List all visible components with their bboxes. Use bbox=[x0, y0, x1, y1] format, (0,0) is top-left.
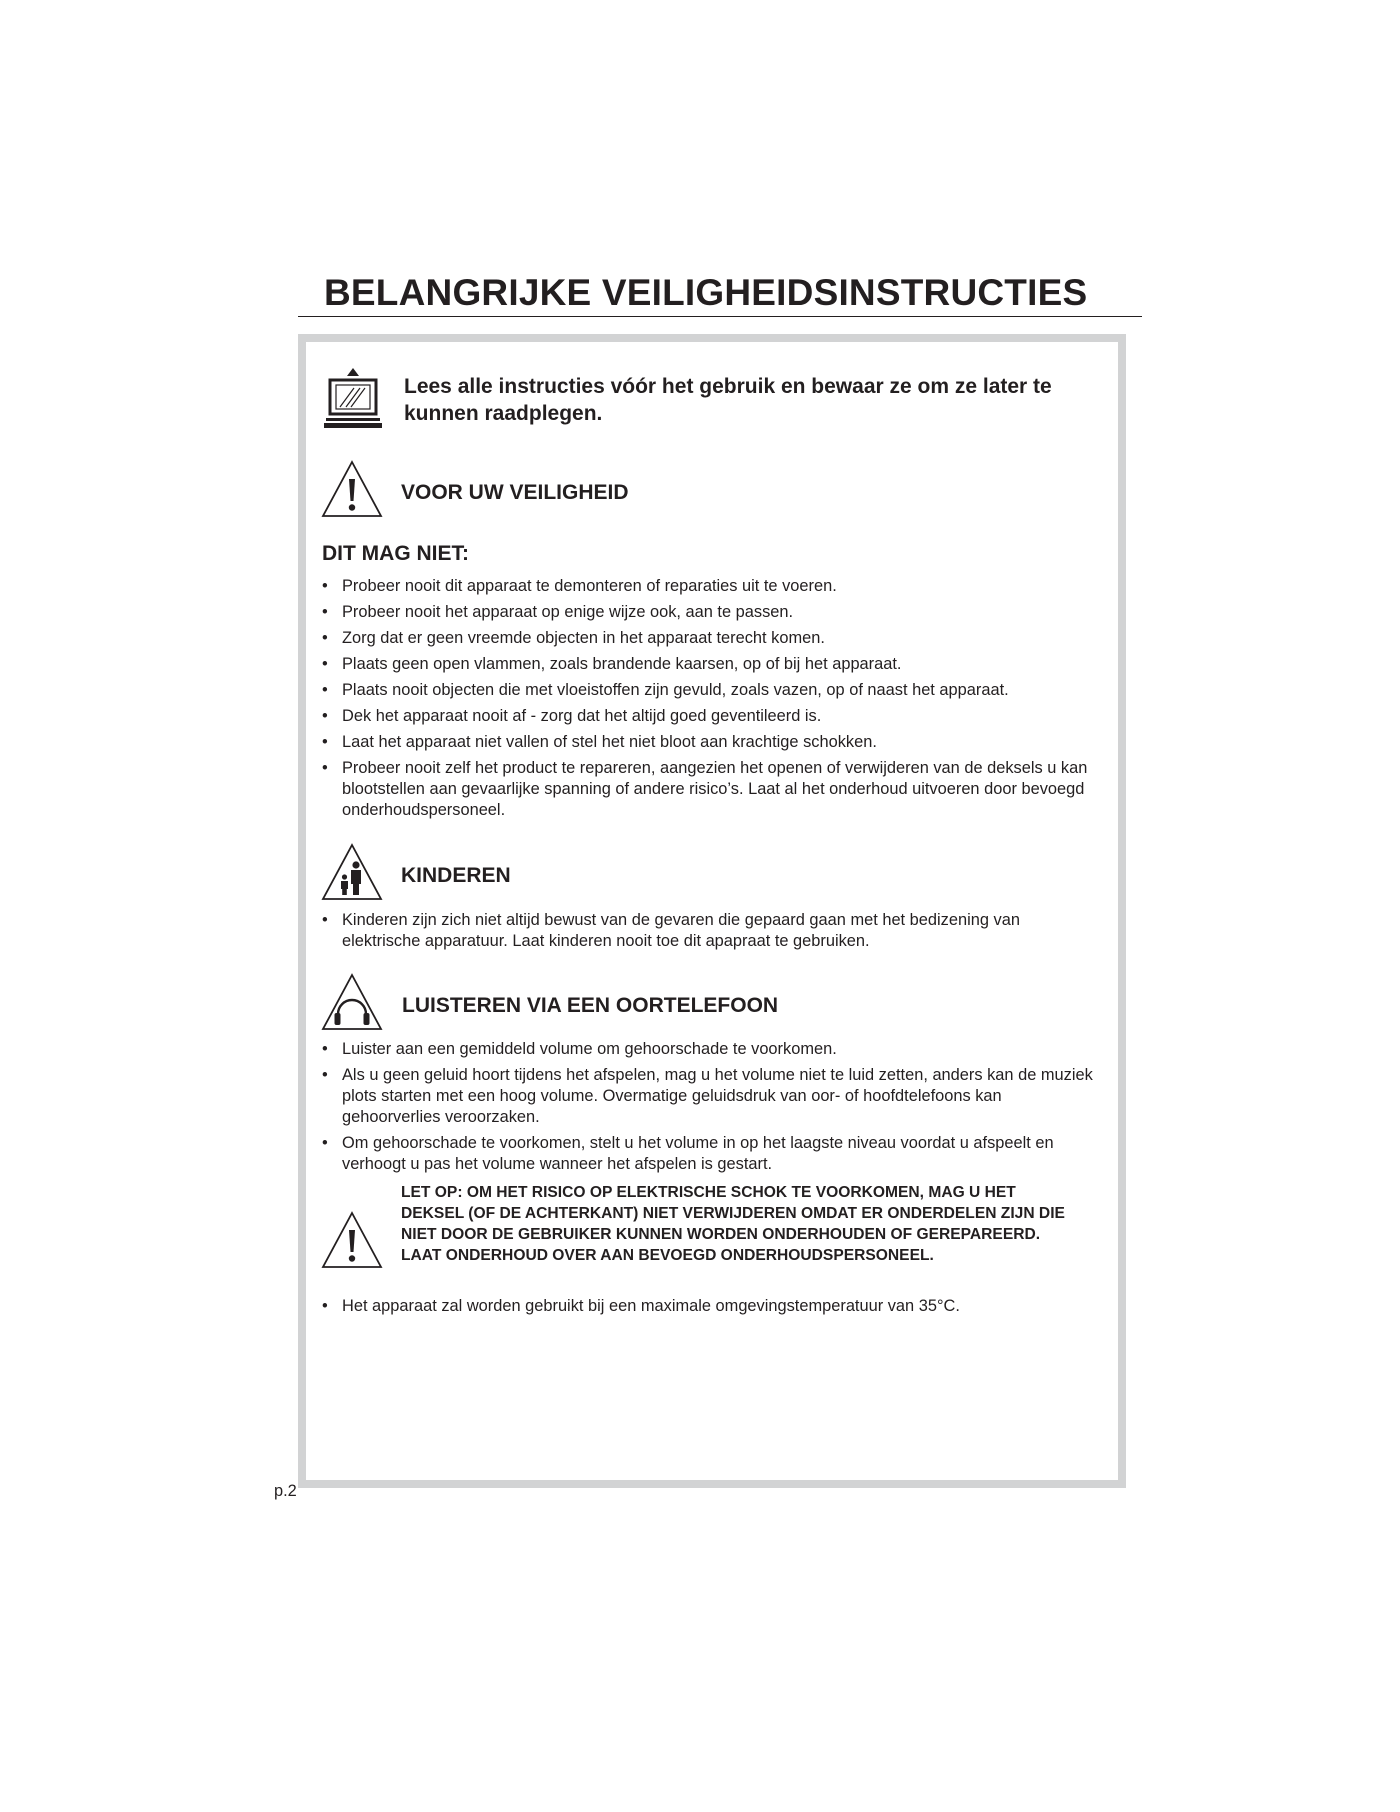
list-item: • Probeer nooit zelf het product te repareren, aangezien het openen of verwijderen van de deksels u kan blootstellen aan gevaarlijke spanning of andere risico’s. Laat al het onderhoud uitvoeren door bevoegd onderhoudspersoneel. bbox=[322, 758, 1102, 821]
list-item: • Het apparaat zal worden gebruikt bij een maximale omgevingstemperatuur van 35°C. bbox=[322, 1296, 1102, 1317]
list-item: • Luister aan een gemiddeld volume om gehoorschade te voorkomen. bbox=[322, 1039, 1102, 1060]
headphones-warning-icon bbox=[320, 972, 384, 1032]
warning-exclamation-icon bbox=[320, 459, 384, 519]
list-item: • Zorg dat er geen vreemde objecten in het apparaat terecht komen. bbox=[322, 628, 1102, 649]
list-item: • Als u geen geluid hoort tijdens het afspelen, mag u het volume niet te luid zetten, anders kan de muziek plots starten met een hoog volume. Overmatige geluidsdruk van oor- of hoofdtelefoons kan gehoorverlies veroorzaken. bbox=[322, 1065, 1102, 1128]
intro-text: Lees alle instructies vóór het gebruik en bewaar ze om ze later te kunnen raadplegen. bbox=[404, 375, 1052, 425]
list-item: • Kinderen zijn zich niet altijd bewust van de gevaren die gepaard gaan met het bedizening van elektrische apparatuur. Laat kinderen nooit toe dit apapraat te gebruiken. bbox=[322, 910, 1102, 952]
headphones-heading: LUISTEREN VIA EEN OORTELEFOON bbox=[402, 994, 779, 1017]
safety-instructions-panel bbox=[298, 334, 1126, 1488]
children-list bbox=[322, 910, 1102, 957]
title-divider bbox=[298, 316, 1142, 317]
list-item: • Plaats nooit objecten die met vloeistoffen zijn gevuld, zoals vazen, op of naast het apparaat. bbox=[322, 680, 1102, 701]
children-warning-icon bbox=[320, 842, 384, 902]
list-item: • Probeer nooit dit apparaat te demonteren of reparaties uit te voeren. bbox=[322, 576, 1102, 597]
caution-text: LET OP: OM HET RISICO OP ELEKTRISCHE SCHOK TE VOORKOMEN, MAG U HET DEKSEL (OF DE ACHTERKANT) NIET VERWIJDEREN OMDAT ER ONDERDELEN ZIJN DIE NIET DOOR DE GEBRUIKER KUNNEN WORDEN ONDERHOUDEN OF GEREPAREERD. LAAT ONDERHOUD OVER AAN BEVOEGD ONDERHOUDSPERSONEEL. bbox=[401, 1184, 1065, 1264]
safety-list bbox=[322, 576, 1102, 826]
children-heading: KINDEREN bbox=[401, 864, 511, 887]
list-item: • Dek het apparaat nooit af - zorg dat het altijd goed geventileerd is. bbox=[322, 706, 1102, 727]
do-not-subheading: DIT MAG NIET: bbox=[322, 542, 469, 565]
list-item: • Laat het apparaat niet vallen of stel het niet bloot aan krachtige schokken. bbox=[322, 732, 1102, 753]
list-item: • Plaats geen open vlammen, zoals brandende kaarsen, op of bij het apparaat. bbox=[322, 654, 1102, 675]
list-item: • Om gehoorschade te voorkomen, stelt u het volume in op het laagste niveau voordat u afspeelt en verhoogt u pas het volume wanneer het afspelen is gestart. bbox=[322, 1133, 1102, 1175]
read-manual-icon bbox=[320, 366, 386, 432]
caution-exclamation-icon bbox=[320, 1210, 384, 1270]
list-item: • Probeer nooit het apparaat op enige wijze ook, aan te passen. bbox=[322, 602, 1102, 623]
headphones-list bbox=[322, 1039, 1102, 1180]
safety-heading: VOOR UW VEILIGHEID bbox=[401, 481, 629, 504]
page-title: BELANGRIJKE VEILIGHEIDSINSTRUCTIES bbox=[324, 272, 1088, 313]
caution-list bbox=[322, 1296, 1102, 1322]
page-number: p.2 bbox=[274, 1482, 297, 1500]
